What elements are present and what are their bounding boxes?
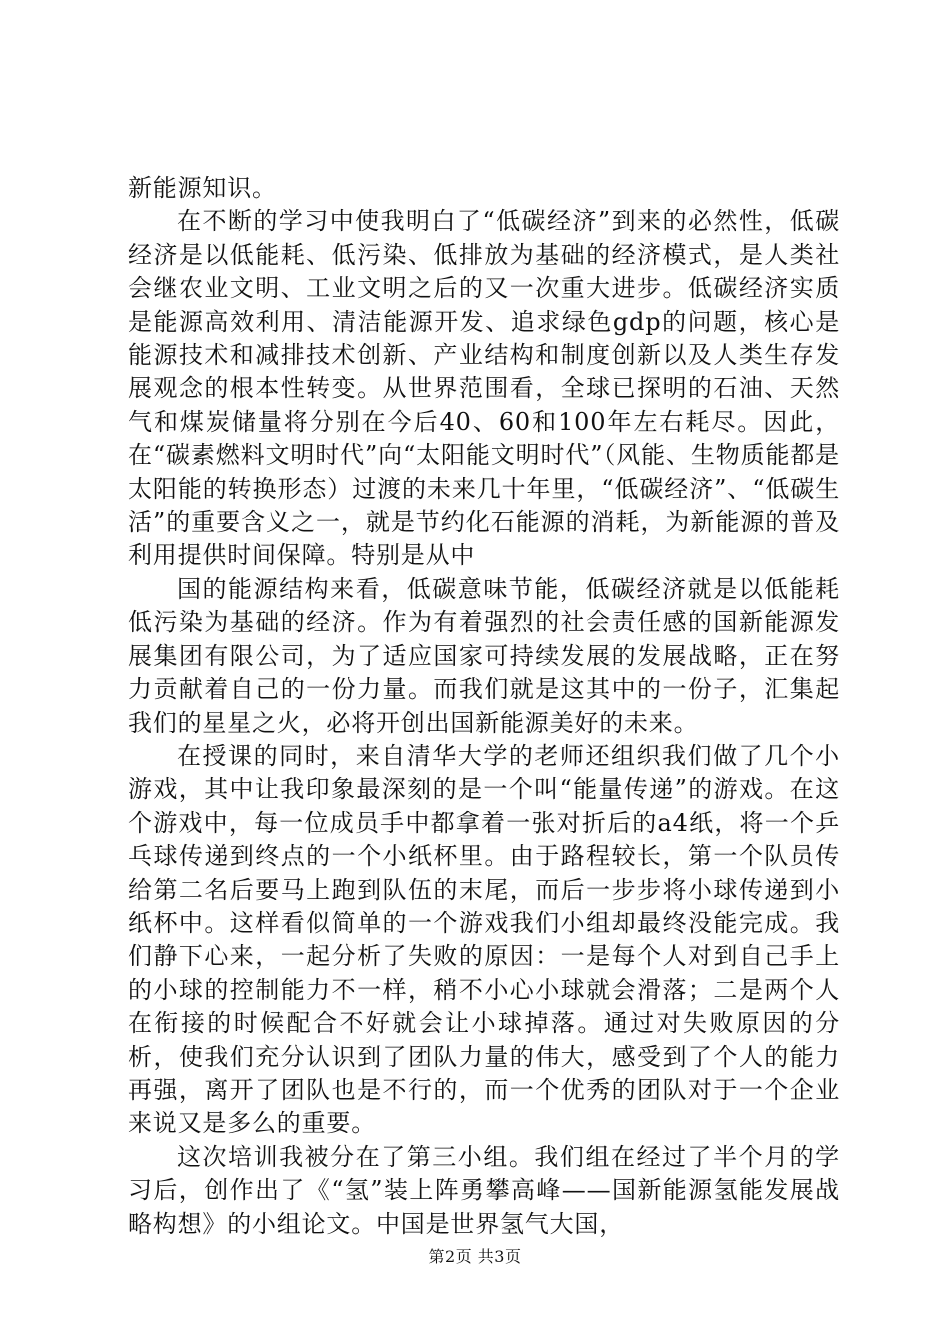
- paragraph-4: 在授课的同时，来自清华大学的老师还组织我们做了几个小游戏，其中让我印象最深刻的是一个叫“能量传递”的游戏。在这个游戏中，每一位成员手中都拿着一张对折后的a4纸，将一个乒乓球传递到终点的一个小纸杯里。由于路程较长，第一个队员传给第二名后要马上跑到队伍的末尾，而后一步步将小球传递到小纸杯中。这样看似简单的一个游戏我们小组却最终没能完成。我们静下心来，一起分析了失败的原因：一是每个人对到自己手上的小球的控制能力不一样，稍不小心小球就会滑落；二是两个人在衔接的时候配合不好就会让小球掉落。通过对失败原因的分析，使我们充分认识到了团队力量的伟大，感受到了个人的能力再强，离开了团队也是不行的，而一个优秀的团队对于一个企业来说又是多么的重要。: [128, 741, 840, 1138]
- paragraph-1: 新能源知识。: [128, 174, 277, 202]
- document-body: [128, 172, 840, 1241]
- paragraph-2: 在不断的学习中使我明白了“低碳经济”到来的必然性，低碳经济是以低能耗、低污染、低排放为基础的经济模式，是人类社会继农业文明、工业文明之后的又一次重大进步。低碳经济实质是能源高效利用、清洁能源开发、追求绿色gdp的问题，核心是能源技术和减排技术创新、产业结构和制度创新以及人类生存发展观念的根本性转变。从世界范围看，全球已探明的石油、天然气和煤炭储量将分别在今后40、60和100年左右耗尽。因此，在“碳素燃料文明时代”向“太阳能文明时代”（风能、生物质能都是太阳能的转换形态）过渡的未来几十年里，“低碳经济”、“低碳生活”的重要含义之一，就是节约化石能源的消耗，为新能源的普及利用提供时间保障。特别是从中: [128, 207, 840, 570]
- page-number-footer: 第2页 共3页: [428, 1247, 522, 1266]
- paragraph-3: 国的能源结构来看，低碳意味节能，低碳经济就是以低能耗低污染为基础的经济。作为有着强烈的社会责任感的国新能源发展集团有限公司，为了适应国家可持续发展的发展战略，正在努力贡献着自己的一份力量。而我们就是这其中的一份子，汇集起我们的星星之火，必将开创出国新能源美好的未来。: [128, 574, 840, 737]
- paragraph-5: 这次培训我被分在了第三小组。我们组在经过了半个月的学习后，创作出了《“氢”装上阵勇攀高峰——国新能源氢能发展战略构想》的小组论文。中国是世界氢气大国，: [128, 1142, 840, 1238]
